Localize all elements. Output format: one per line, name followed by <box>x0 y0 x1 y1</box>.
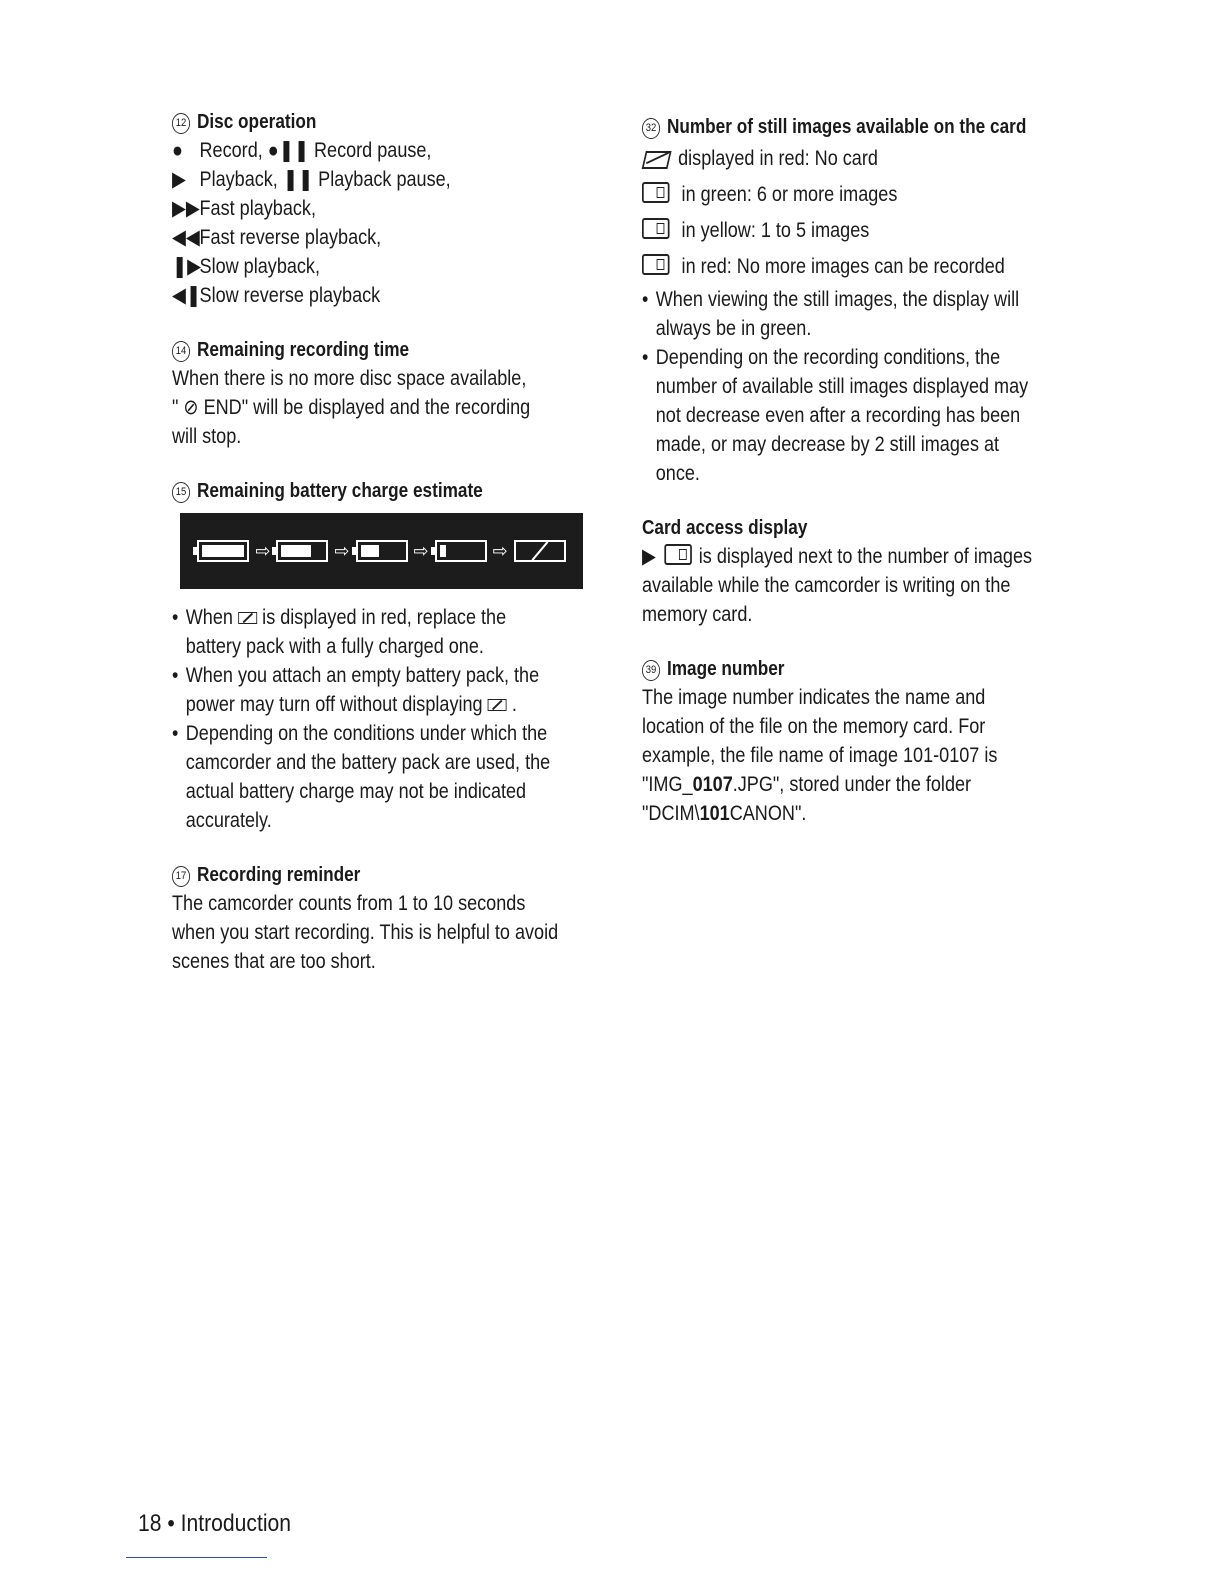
left-column <box>172 108 592 1002</box>
line-text: Depending on the recording conditions, the <box>655 346 1001 369</box>
section-heading <box>172 477 533 505</box>
arrow-right-icon: ⇨ <box>334 540 350 561</box>
section-heading <box>172 336 533 364</box>
body-line <box>642 799 1012 828</box>
heading-text: Image number <box>666 658 785 680</box>
battery-low-icon <box>435 540 487 562</box>
body-line: when you start recording. This is helpful to avoid <box>172 921 559 944</box>
battery-empty-icon <box>238 612 257 624</box>
recording-reminder-section <box>172 861 592 976</box>
card-icon <box>664 544 692 565</box>
slow-play-icon: ❚▶ <box>172 255 202 278</box>
bullet-item <box>172 719 551 835</box>
body-line: available while the camcorder is writing on the <box>642 574 1011 597</box>
arrow-right-icon: ⇨ <box>492 540 508 561</box>
line-text: Fast reverse playback, <box>199 226 382 249</box>
fast-reverse-icon: ◀◀ <box>172 226 200 249</box>
item-number: 39 <box>642 660 660 681</box>
disc-line <box>172 252 533 281</box>
line-text: CANON". <box>729 802 807 825</box>
disc-line <box>172 194 533 223</box>
battery-section <box>172 477 592 835</box>
line-text: displayed in red: No card <box>678 147 878 170</box>
battery-full-icon <box>197 540 249 562</box>
line-text: Depending on the conditions under which the <box>185 722 548 745</box>
pause-icon: ❚❚ <box>282 168 314 191</box>
section-heading <box>642 113 1027 141</box>
heading-text: Remaining battery charge estimate <box>196 480 483 502</box>
heading-text: Recording reminder <box>196 864 361 886</box>
body-line: will stop. <box>172 425 242 448</box>
body-line: When there is no more disc space available, <box>172 367 527 390</box>
line-text-bold: 0107 <box>692 773 733 796</box>
arrow-right-icon: ⇨ <box>413 540 429 561</box>
bullet-item <box>642 343 1029 488</box>
heading-text: Remaining recording time <box>196 339 410 361</box>
line-text-bold: 101 <box>699 802 730 825</box>
line-text: actual battery charge may not be indicated <box>185 780 527 803</box>
fast-forward-icon: ▶▶ <box>172 197 200 220</box>
line-text: accurately. <box>185 809 272 832</box>
card-icon <box>642 182 670 203</box>
line-text: Fast playback, <box>199 197 316 220</box>
line-text: Slow reverse playback <box>199 284 381 307</box>
heading-text: Disc operation <box>196 111 317 133</box>
arrow-right-icon: ⇨ <box>255 540 271 561</box>
battery-high-icon <box>276 540 328 562</box>
item-number: 32 <box>642 118 660 139</box>
no-card-icon <box>642 149 670 167</box>
body-line <box>642 770 1012 799</box>
item-number: 17 <box>172 866 190 887</box>
bullet-item <box>172 603 533 661</box>
line-text: When <box>185 606 233 629</box>
item-number: 15 <box>172 482 190 503</box>
line-text: Record, <box>199 139 263 162</box>
slow-reverse-icon: ◀❚ <box>172 284 202 307</box>
line-text: camcorder and the battery pack are used, the <box>185 751 551 774</box>
body-line: The image number indicates the name and <box>642 686 986 709</box>
battery-medium-icon <box>356 540 408 562</box>
section-heading <box>642 655 1012 683</box>
line-text: once. <box>655 462 700 485</box>
line-text: Playback pause, <box>318 168 451 191</box>
line-text: Playback, <box>199 168 278 191</box>
section-heading <box>172 108 533 136</box>
line-text: .JPG", stored under the folder <box>732 773 972 796</box>
record-pause-icon: ●❚❚ <box>267 139 309 162</box>
item-number: 12 <box>172 113 190 134</box>
body-line: " ⊘ END" will be displayed and the recording <box>172 396 531 419</box>
line-text: When you attach an empty battery pack, the <box>185 664 540 687</box>
card-icon <box>642 218 670 239</box>
card-access-section <box>642 514 1072 629</box>
line-text: battery pack with a fully charged one. <box>185 635 484 658</box>
card-state-line <box>642 249 1012 285</box>
line-text: is displayed next to the number of images <box>698 545 1033 568</box>
line-text: made, or may decrease by 2 still images at <box>655 433 1000 456</box>
section-heading <box>172 861 533 889</box>
image-number-section <box>642 655 1072 828</box>
line-text: in green: 6 or more images <box>681 183 898 206</box>
line-text: in red: No more images can be recorded <box>681 255 1005 278</box>
item-number: 14 <box>172 341 190 362</box>
remaining-time-section <box>172 336 592 451</box>
bullet-item: • When you attach an empty battery pack, the power may turn off without displaying . <box>172 661 533 719</box>
line-text: When viewing the still images, the display will <box>655 288 1020 311</box>
card-state-line <box>642 141 1012 177</box>
section-name: Introduction <box>180 1510 292 1537</box>
line-text: number of available still images displayed may <box>655 375 1029 398</box>
footer-rule <box>126 1557 267 1558</box>
body-line: location of the file on the memory card. For <box>642 715 986 738</box>
battery-empty-icon <box>514 540 566 562</box>
right-column <box>642 113 1072 854</box>
disc-line <box>172 136 533 165</box>
line-text: always be in green. <box>655 317 812 340</box>
battery-empty-icon <box>488 699 507 711</box>
disc-line <box>172 281 533 310</box>
card-icon <box>642 254 670 275</box>
line-text: "DCIM\ <box>642 802 700 825</box>
play-icon: ▶ <box>172 168 186 191</box>
page-footer: 18 • Introduction <box>138 1510 292 1537</box>
line-text: not decrease even after a recording has been <box>655 404 1021 427</box>
line-text: Record pause, <box>313 139 432 162</box>
card-state-line <box>642 177 1012 213</box>
still-images-section <box>642 113 1072 488</box>
line-text: in yellow: 1 to 5 images <box>681 219 870 242</box>
line-text: Slow playback, <box>199 255 320 278</box>
body-line <box>642 542 1033 571</box>
battery-level-diagram <box>180 513 583 589</box>
record-icon: ● <box>172 139 183 162</box>
card-state-line <box>642 213 1012 249</box>
disc-line <box>172 223 533 252</box>
disc-line <box>172 165 533 194</box>
bullet-item <box>642 285 1020 343</box>
body-line: memory card. <box>642 603 753 626</box>
line-text: is displayed in red, replace the <box>262 606 507 629</box>
page-number: 18 <box>138 1510 162 1537</box>
section-heading: Card access display <box>642 517 808 539</box>
body-line: scenes that are too short. <box>172 950 376 973</box>
play-icon: ▶ <box>642 545 656 568</box>
line-text: "IMG_ <box>642 773 693 796</box>
line-text: power may turn off without displaying <box>185 693 483 716</box>
body-line: example, the file name of image 101-0107 is <box>642 744 998 767</box>
body-line: The camcorder counts from 1 to 10 seconds <box>172 892 526 915</box>
disc-operation-section <box>172 108 592 310</box>
heading-text: Number of still images available on the card <box>666 116 1027 138</box>
